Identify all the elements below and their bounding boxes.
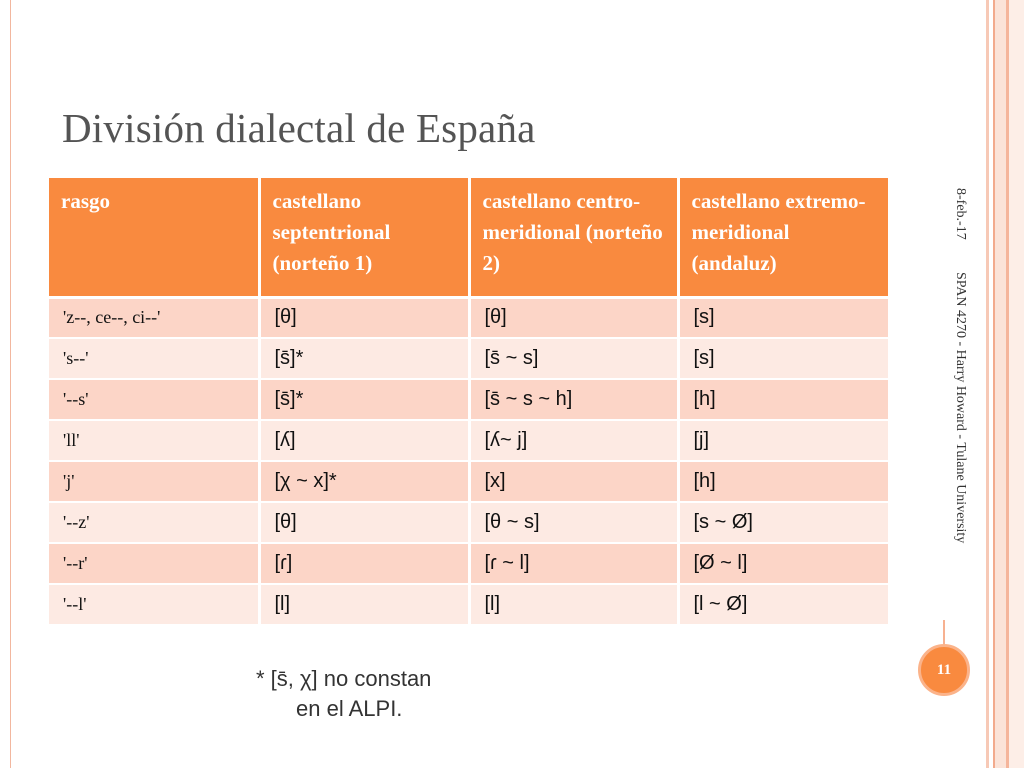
feature-cell: 's--' (49, 338, 259, 379)
slide-date: 8-feb.-17 (953, 188, 968, 240)
ipa-cell: [ʎ~ j] (469, 420, 678, 461)
feature-cell: 'll' (49, 420, 259, 461)
slide-title: División dialectal de España (62, 105, 536, 151)
ipa-cell: [s̄]* (259, 338, 469, 379)
table-row (49, 297, 888, 338)
feature-cell: '--s' (49, 379, 259, 420)
table-row (49, 584, 888, 625)
footnote-line-1: * [s̄, χ] no constan (256, 666, 432, 691)
ipa-cell: [s] (678, 297, 888, 338)
ipa-cell: [x] (469, 461, 678, 502)
slide-frame-left (0, 0, 11, 768)
ipa-cell: [s ~ Ø] (678, 502, 888, 543)
slide-frame-right-stripes (972, 0, 1024, 768)
ipa-cell: [ɾ ~ l] (469, 543, 678, 584)
ipa-cell: [θ] (259, 502, 469, 543)
feature-cell: 'z--, ce--, ci--' (49, 297, 259, 338)
ipa-cell: [ʎ] (259, 420, 469, 461)
feature-cell: '--z' (49, 502, 259, 543)
header-septentrional: castellano septentrional (norteño 1) (259, 178, 469, 297)
ipa-cell: [s̄ ~ s ~ h] (469, 379, 678, 420)
page-number-connector (943, 620, 945, 646)
ipa-cell: [l] (469, 584, 678, 625)
ipa-cell: [l ~ Ø] (678, 584, 888, 625)
header-centro-meridional: castellano centro-meridional (norteño 2) (469, 178, 678, 297)
feature-cell: 'j' (49, 461, 259, 502)
table-row (49, 502, 888, 543)
table-row (49, 543, 888, 584)
ipa-cell: [j] (678, 420, 888, 461)
footnote-line-2: en el ALPI. (296, 696, 403, 721)
ipa-cell: [Ø ~ l] (678, 543, 888, 584)
table-row (49, 461, 888, 502)
ipa-cell: [s̄]* (259, 379, 469, 420)
feature-cell: '--l' (49, 584, 259, 625)
ipa-cell: [l] (259, 584, 469, 625)
page-number: 11 (936, 661, 952, 678)
ipa-cell: [h] (678, 379, 888, 420)
table-header-row (49, 178, 888, 297)
ipa-cell: [s̄ ~ s] (469, 338, 678, 379)
feature-cell: '--r' (49, 543, 259, 584)
ipa-cell: [s] (678, 338, 888, 379)
slide-course-info: SPAN 4270 - Harry Howard - Tulane University (953, 272, 968, 544)
ipa-cell: [θ] (469, 297, 678, 338)
table-row (49, 338, 888, 379)
dialect-table (49, 178, 888, 626)
page-number-badge (918, 644, 970, 696)
footnote (256, 664, 431, 724)
ipa-cell: [θ ~ s] (469, 502, 678, 543)
header-extremo-meridional: castellano extremo-meridional (andaluz) (678, 178, 888, 297)
header-rasgo: rasgo (49, 178, 259, 297)
ipa-cell: [h] (678, 461, 888, 502)
ipa-cell: [χ ~ x]* (259, 461, 469, 502)
ipa-cell: [θ] (259, 297, 469, 338)
ipa-cell: [ɾ] (259, 543, 469, 584)
table-row (49, 379, 888, 420)
table-row (49, 420, 888, 461)
